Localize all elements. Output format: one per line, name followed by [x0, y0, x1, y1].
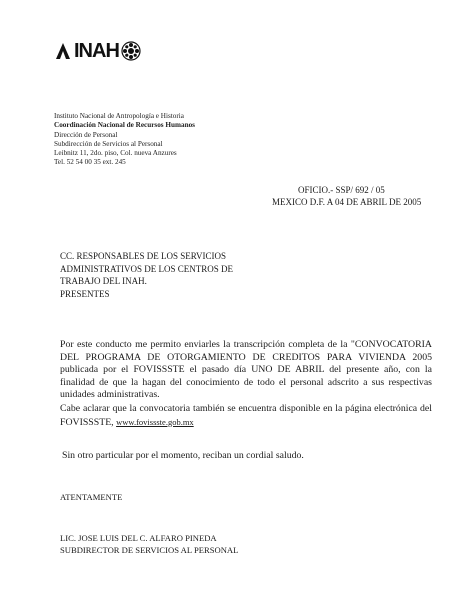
- addressee-line: CC. RESPONSABLES DE LOS SERVICIOS: [60, 251, 227, 261]
- signature-block: [60, 532, 238, 556]
- paragraph-2-text: Cabe aclarar que la convocatoria también se encuentra disponible en la página electrónica del FOVISSSTE,: [60, 403, 432, 428]
- signer-name: LIC. JOSE LUIS DEL C. ALFARO PINEDA: [60, 533, 217, 543]
- signer-title: SUBDIRECTOR DE SERVICIOS AL PERSONAL: [60, 545, 239, 555]
- reference-block: [272, 184, 421, 208]
- sender-address: Leibnitz 11, 2do. piso, Col. nueva Anzures: [54, 149, 177, 158]
- sender-direction: Dirección de Personal: [54, 130, 118, 139]
- sender-coordination: Coordinación Nacional de Recursos Humanos: [54, 121, 195, 130]
- oficio-number: OFICIO.- SSP/ 692 / 05: [298, 185, 385, 195]
- inah-logo-mark-icon: [54, 41, 72, 61]
- letter-date: MEXICO D.F. A 04 DE ABRIL DE 2005: [272, 197, 422, 207]
- closing-word: ATENTAMENTE: [60, 492, 123, 502]
- addressee-line: TRABAJO DEL INAH.: [60, 276, 147, 286]
- addressee-block: [60, 250, 233, 300]
- sender-subdirection: Subdirección de Servicios al Personal: [54, 139, 163, 148]
- sender-phone: Tel. 52 54 00 35 ext. 245: [54, 158, 126, 167]
- body-paragraph-1: Por este conducto me permito enviarles la transcripción completa de la "CONVOCATORIA DEL PROGRAMA DE OTORGAMIENTO DE CREDITOS PARA VIVIENDA 2005 publicada por el FOVISSSTE el pasado día UNO DE ABRIL del presente año, con la finalidad de que la hagan del conocimiento de todo el personal adscrito a sus respectivas unidades administrativas.: [60, 339, 432, 401]
- sender-block: [54, 112, 195, 168]
- rosette-icon: [121, 41, 141, 61]
- addressee-line: PRESENTES: [60, 288, 110, 299]
- body-paragraph-3: Sin otro particular por el momento, reciban un cordial saludo.: [62, 450, 304, 461]
- fovissste-link[interactable]: www.fovissste.gob.mx: [116, 416, 194, 427]
- body-paragraph-2: [60, 403, 432, 429]
- logo-text: INAH: [74, 40, 119, 62]
- addressee-line: ADMINISTRATIVOS DE LOS CENTROS DE: [60, 263, 234, 274]
- sender-institution: Instituto Nacional de Antropología e Historia: [54, 112, 184, 120]
- inah-logo: [54, 40, 141, 62]
